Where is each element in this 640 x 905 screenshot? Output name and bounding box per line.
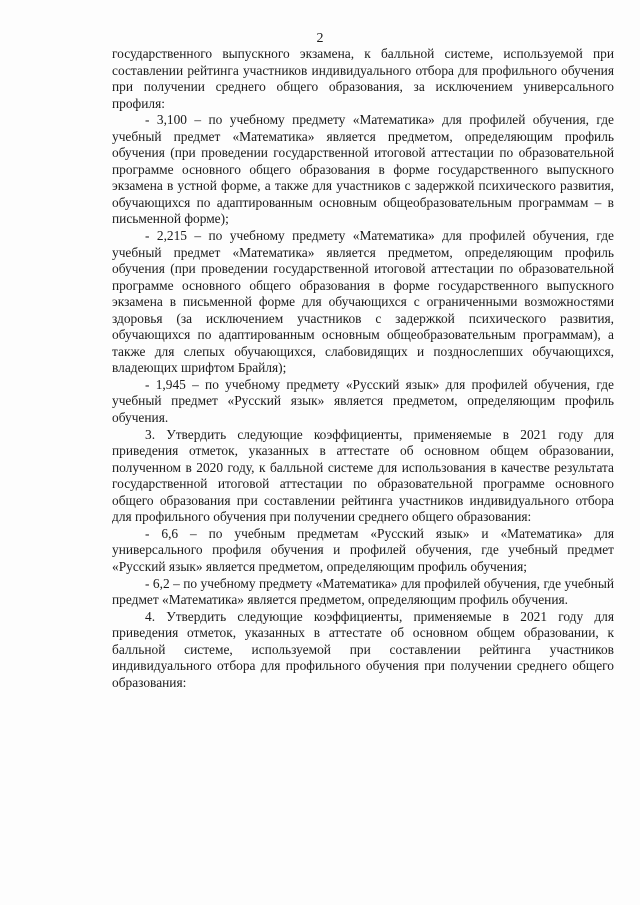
paragraph-item-6-2: - 6,2 – по учебному предмету «Математика» для профилей обучения, где учебный предмет «Математика» является предметом, определяющим профиль обучения. (112, 575, 614, 608)
page-number: 2 (316, 31, 324, 46)
paragraph-item-6-6: - 6,6 – по учебным предметам «Русский язык» и «Математика» для универсального профиля обучения и профилей обучения, где учебный предмет «Русский язык» является предметом, определяющим профиль обучения; (112, 525, 614, 574)
paragraph-item-2215: - 2,215 – по учебному предмету «Математика» для профилей обучения, где учебный предмет «Математика» является предметом, определяющим профиль обучения (при проведении государственной итоговой аттестации по образовательной программе основного общего образования в форме государственного выпускного экзамена в письменной форме для обучающихся с ограниченными возможностями здоровья (за исключением участников с задержкой психического развития, обучающихся по адаптированным основным общеобразовательным программам), а также для слепых обучающихся, слабовидящих и позднослепших обучающихся, владеющих шрифтом Брайля); (112, 228, 614, 376)
paragraph-clause-4: 4. Утвердить следующие коэффициенты, применяемые в 2021 году для приведения отметок, указанных в аттестате об основном общем образовании, к балльной системе, используемой при составлении рейтинга участников индивидуального отбора для профильного обучения при получении среднего общего образования: (112, 608, 614, 690)
paragraph-item-3100: - 3,100 – по учебному предмету «Математика» для профилей обучения, где учебный предмет «Математика» является предметом, определяющим профиль обучения (при проведении государственной итоговой аттестации по образовательной программе основного общего образования в форме государственного выпускного экзамена в устной форме, а также для участников с задержкой психического развития, обучающихся по адаптированным основным общеобразовательным программам – в письменной форме); (112, 112, 614, 227)
paragraph-item-1945: - 1,945 – по учебному предмету «Русский язык» для профилей обучения, где учебный предмет «Русский язык» является предметом, определяющим профиль обучения. (112, 376, 614, 426)
paragraph-continuation: государственного выпускного экзамена, к балльной системе, используемой при составлении рейтинга участников индивидуального отбора для профильного обучения при получении среднего общего образования, за исключением универсального профиля: (112, 46, 614, 111)
document-body (112, 46, 614, 691)
paragraph-clause-3: 3. Утвердить следующие коэффициенты, применяемые в 2021 году для приведения отметок, указанных в аттестате об основном общем образовании, полученном в 2020 году, к балльной системе для использования в качестве результата государственной итоговой аттестации по образовательной программе основного общего образования при составлении рейтинга участников индивидуального отбора для профильного обучения при получении среднего общего образования: (112, 426, 614, 525)
